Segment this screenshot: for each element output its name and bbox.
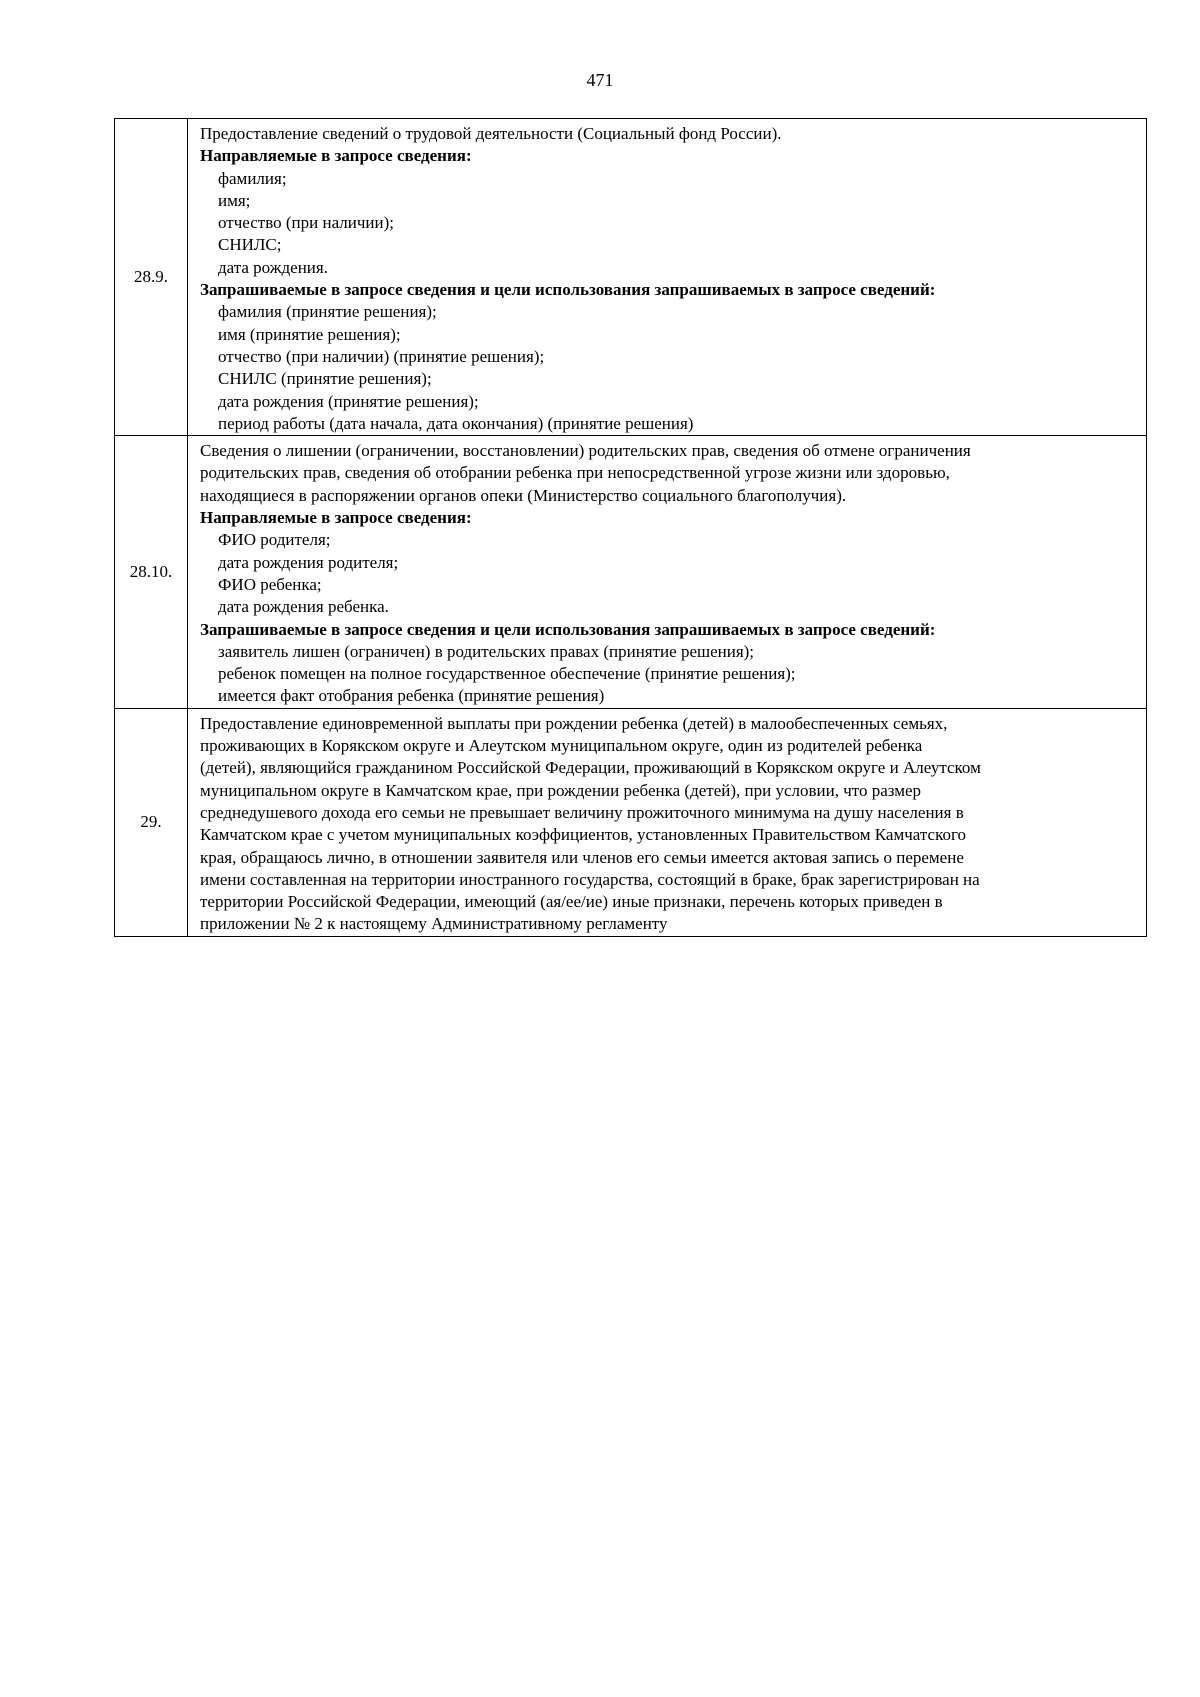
text-line: Предоставление единовременной выплаты при рождении ребенка (детей) в малообеспеченных семьях, <box>200 713 948 733</box>
list-item: имя (принятие решения); <box>218 324 401 344</box>
text-line: среднедушевого дохода его семьи не превышает величину прожиточного минимума на душу населения в <box>200 802 964 822</box>
sent-heading: Направляемые в запросе сведения: <box>200 146 472 166</box>
row-title-line: Сведения о лишении (ограничении, восстановлении) родительских прав, сведения об отмене ограничения <box>200 441 971 461</box>
list-item: фамилия (принятие решения); <box>218 302 437 322</box>
row-content <box>188 119 1147 436</box>
row-number: 29. <box>115 708 188 936</box>
list-item: отчество (при наличии); <box>218 213 394 233</box>
list-item: дата рождения родителя; <box>218 552 399 572</box>
list-item: имеется факт отобрания ребенка (принятие решения) <box>218 686 605 706</box>
row-content <box>188 708 1147 936</box>
text-line: Камчатском крае с учетом муниципальных коэффициентов, установленных Правительством Камчатского <box>200 825 967 845</box>
table-row <box>115 119 1147 436</box>
sent-heading: Направляемые в запросе сведения: <box>200 508 472 528</box>
list-item: фамилия; <box>218 168 287 188</box>
list-item: период работы (дата начала, дата окончания) (принятие решения) <box>218 413 694 433</box>
list-item: имя; <box>218 190 251 210</box>
text-line: края, обращаюсь лично, в отношении заявителя или членов его семьи имеется актовая запись о перемене <box>200 847 964 867</box>
row-number: 28.10. <box>115 436 188 709</box>
list-item: СНИЛС (принятие решения); <box>218 369 432 389</box>
list-item: ФИО родителя; <box>218 530 331 550</box>
text-line: имени составленная на территории иностранного государства, состоящий в браке, брак зарегистрирован на <box>200 869 980 889</box>
list-item: ребенок помещен на полное государственное обеспечение (принятие решения); <box>218 664 796 684</box>
text-line: приложении № 2 к настоящему Административному регламенту <box>200 914 668 934</box>
list-item: дата рождения (принятие решения); <box>218 391 479 411</box>
text-line: проживающих в Корякском округе и Алеутском муниципальном округе, один из родителей ребенка <box>200 736 923 756</box>
text-line: (детей), являющийся гражданином Российской Федерации, проживающий в Корякском округе и Алеутском <box>200 758 981 778</box>
requested-heading: Запрашиваемые в запросе сведения и цели использования запрашиваемых в запросе сведений: <box>200 619 936 639</box>
list-item: заявитель лишен (ограничен) в родительских правах (принятие решения); <box>218 641 755 661</box>
row-title-line: находящиеся в распоряжении органов опеки (Министерство социального благополучия). <box>200 485 847 505</box>
text-line: муниципальном округе в Камчатском крае, при рождении ребенка (детей), при условии, что размер <box>200 780 922 800</box>
row-content <box>188 436 1147 709</box>
table-row <box>115 708 1147 936</box>
list-item: ФИО ребенка; <box>218 574 322 594</box>
list-item: дата рождения. <box>218 257 328 277</box>
row-title: Предоставление сведений о трудовой деятельности (Социальный фонд России). <box>200 124 782 143</box>
text-line: территории Российской Федерации, имеющий (ая/ее/ие) иные признаки, перечень которых приведен в <box>200 892 943 912</box>
requested-heading: Запрашиваемые в запросе сведения и цели использования запрашиваемых в запросе сведений: <box>200 280 936 300</box>
row-number: 28.9. <box>115 119 188 436</box>
page-number: 471 <box>586 70 614 90</box>
list-item: СНИЛС; <box>218 235 282 255</box>
list-item: отчество (при наличии) (принятие решения); <box>218 346 545 366</box>
document-table <box>114 118 1147 937</box>
list-item: дата рождения ребенка. <box>218 597 389 617</box>
table-row <box>115 436 1147 709</box>
row-title-line: родительских прав, сведения об отобрании ребенка при непосредственной угрозе жизни или здоровью, <box>200 463 950 483</box>
